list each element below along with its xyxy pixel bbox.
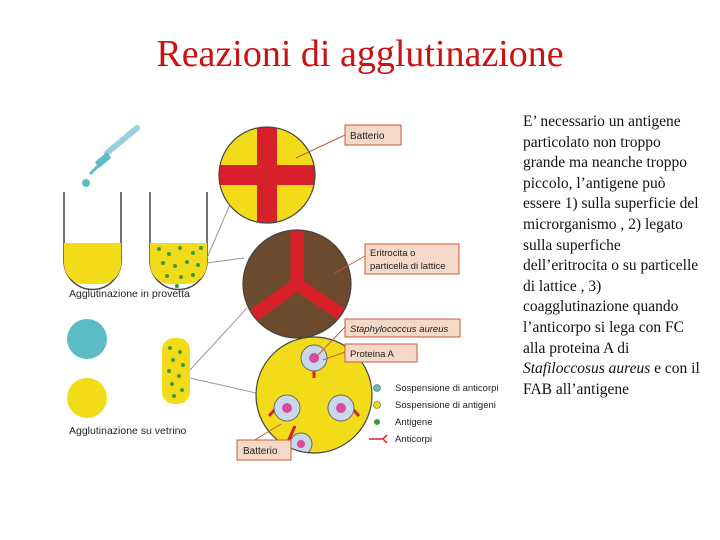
slide-caption: Agglutinazione su vetrino xyxy=(69,425,187,437)
svg-text:Antigene: Antigene xyxy=(395,417,433,428)
label-eritrocita xyxy=(365,244,459,274)
antibody-y-icon xyxy=(369,435,387,443)
body-text xyxy=(523,112,703,400)
svg-text:Sospensione di anticorpi: Sospensione di anticorpi xyxy=(395,383,499,394)
antigen-dot xyxy=(374,419,380,425)
svg-text:Proteina A: Proteina A xyxy=(350,349,394,360)
legend xyxy=(369,383,499,445)
body-text-italic: Stafiloccosus aureus xyxy=(523,360,651,378)
agglutination-circle-erythrocyte xyxy=(243,226,351,338)
antigen-drop xyxy=(67,378,107,418)
body-text-part-2: e con il FAB all’antigene xyxy=(523,360,700,398)
svg-text:Batterio: Batterio xyxy=(350,131,385,142)
slide-title: Reazioni di agglutinazione xyxy=(156,33,564,75)
slide-strip xyxy=(162,338,190,404)
agglutination-circle-bacteria xyxy=(215,123,319,227)
svg-text:Anticorpi: Anticorpi xyxy=(395,434,432,445)
body-text-part-1: E’ necessario un antigene particolato non troppo grande ma neanche troppo piccolo, l’antigene può essere 1) sulla superficie del microrganismo , 2) legato sulla superfiche dell’eritrocita o su particelle di lattice , 3) coagglutinazione quando l’anticorpo si lega con FC alla proteina A di xyxy=(523,113,699,357)
dropper-icon xyxy=(82,128,137,187)
antibody-suspension-dot xyxy=(374,385,381,392)
label-proteina-a xyxy=(345,344,417,362)
label-staphylococcus xyxy=(345,319,460,337)
svg-text:Batterio: Batterio xyxy=(243,446,278,457)
label-batterio-bottom xyxy=(237,440,291,460)
label-batterio-top xyxy=(345,125,401,145)
tube-caption: Agglutinazione in provetta xyxy=(69,288,190,300)
test-tube-right xyxy=(150,192,207,293)
svg-text:particella di lattice: particella di lattice xyxy=(370,261,446,272)
antibody-drop xyxy=(67,319,107,359)
svg-text:Eritrocita o: Eritrocita o xyxy=(370,248,416,259)
test-tube-left xyxy=(64,192,121,293)
agglutination-figure xyxy=(55,108,510,470)
svg-text:Sospensione di antigeni: Sospensione di antigeni xyxy=(395,400,496,411)
antigen-suspension-dot xyxy=(374,402,381,409)
svg-text:Staphylococcus aureus: Staphylococcus aureus xyxy=(350,324,449,335)
